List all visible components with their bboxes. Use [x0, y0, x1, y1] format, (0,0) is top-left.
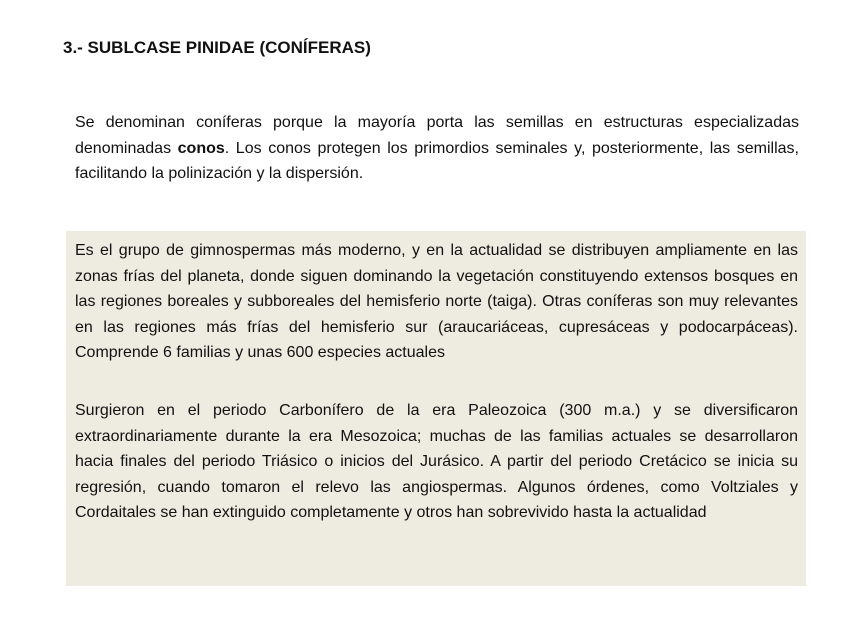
shaded-text-panel [66, 231, 806, 586]
section-heading: 3.- SUBLCASE PINIDAE (CONÍFERAS) [63, 38, 371, 57]
intro-text-end: . Los conos protegen los primordios seminales y, posteriormente, las semillas, facilitando la polinización y la dispersión. [75, 139, 799, 182]
intro-bold-term: conos [177, 139, 225, 157]
intro-paragraph [75, 110, 799, 187]
panel-paragraph-history: Surgieron en el periodo Carbonífero de la era Paleozoica (300 m.a.) y se diversificaron extraordinariamente durante la era Mesozoica; muchas de las familias actuales se desarrollaron hacia finales del periodo Triásico o inicios del Jurásico. A partir del periodo Cretácico se inicia su regresión, cuando tomaron el relevo las angiospermas. Algunos órdenes, como Voltziales y Cordaitales se han extinguido completamente y otros han sobrevivido hasta la actualidad [75, 402, 798, 521]
intro-text-start: Se denominan coníferas porque la mayoría porta las semillas en estructuras especializadas denominadas [75, 114, 799, 157]
panel-paragraph-distribution: Es el grupo de gimnospermas más moderno, y en la actualidad se distribuyen ampliamente en las zonas frías del planeta, donde siguen dominando la vegetación constituyendo extensos bosques en las regiones boreales y subboreales del hemisferio norte (taiga). Otras coníferas son muy relevantes en las regiones más frías del hemisferio sur (araucariáceas, cupresáceas y podocarpáceas). Comprende 6 familias y unas 600 especies actuales [75, 242, 798, 361]
